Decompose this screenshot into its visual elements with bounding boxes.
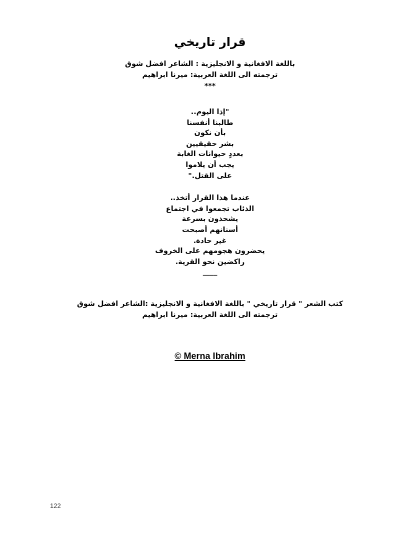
poem-line: أسنانهم أصبحت: [182, 224, 238, 234]
poem-line: بعددٍ حيوانات الغابة: [176, 149, 244, 159]
intro-author-line: باللغة الافغانية و الانجليزية : الشاعر افضل شوق: [125, 59, 295, 68]
footer-author-line: كتب الشعر " قرار تاريخي " باللغة الافغانية و الانجليزية :الشاعر افضل شوق: [76, 299, 344, 308]
poem-body: [60, 107, 360, 278]
poem-title: قرار تاريخي: [174, 35, 246, 49]
poem-line: على القتل.": [188, 170, 232, 180]
intro-separator: ***: [204, 81, 216, 90]
intro-block: [60, 58, 360, 91]
poem-line: بشر حقيقيين: [186, 138, 234, 148]
poem-line: عندما هذا القرار أتخذ..: [170, 193, 250, 203]
intro-translator-line: ترجمته الى اللغة العربية: ميرنا ابراهيم: [142, 70, 278, 79]
poem-line: يجب أن يلاموا: [185, 159, 235, 169]
poem-line: طالبنا أنفسنا: [186, 117, 234, 127]
poem-line: يحضرون هجومهم على الخروف: [155, 246, 265, 256]
stanza-gap: [60, 181, 360, 193]
page-number: 122: [50, 503, 61, 510]
poem-line: راكضين نحو القرية.: [175, 256, 245, 266]
poem-line: غير حادة.: [193, 235, 227, 245]
footer-block: [60, 298, 360, 320]
poem-divider: ____: [202, 267, 218, 277]
poem-line: "إذا اليوم..: [190, 107, 230, 116]
poem-line: يشحذون بسرعة: [181, 214, 239, 224]
poem-line: بأن نكون: [194, 128, 226, 138]
copyright-notice: © Merna Ibrahim: [174, 351, 246, 361]
footer-translator-line: ترجمته الى اللغة العربية: ميرنا ابراهيم: [142, 310, 278, 319]
poem-line: الذئاب تجمعوا في اجتماع: [165, 203, 255, 213]
